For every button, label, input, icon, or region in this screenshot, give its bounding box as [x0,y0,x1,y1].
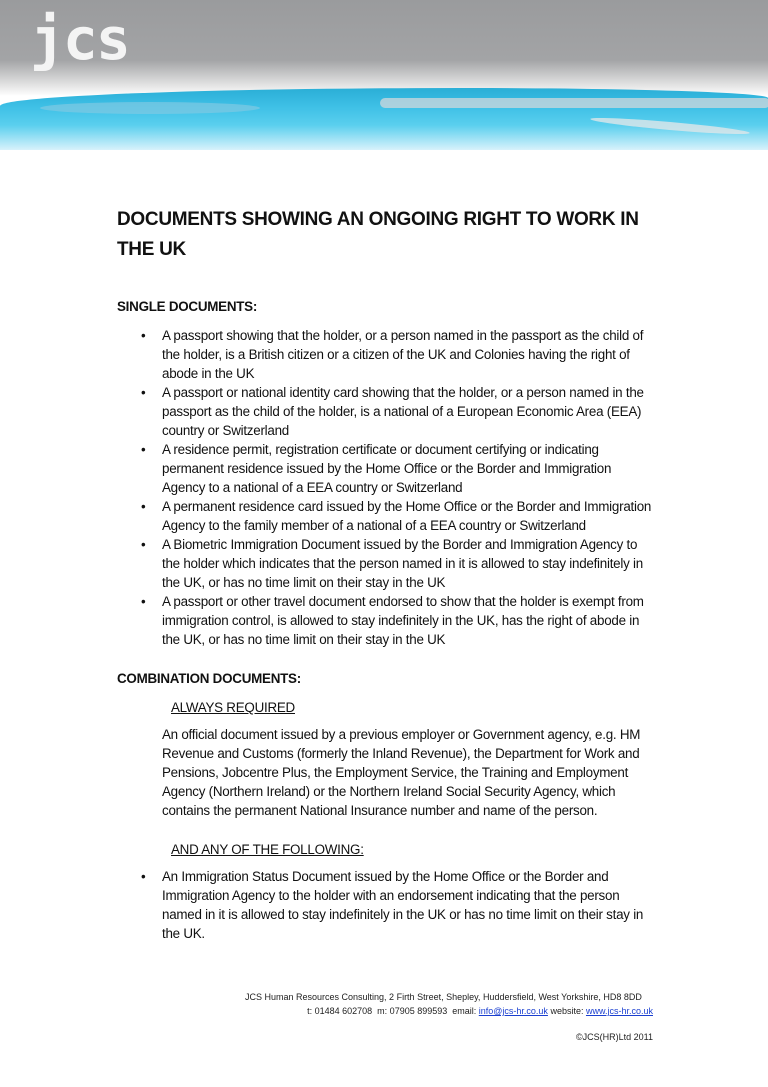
list-item: • A passport or other travel document endorsed to show that the holder is exempt from immigration control, is allowed to stay indefinitely in the UK, has the right of abode in the UK, or has no time limit on their stay in the UK [117,592,657,649]
combination-documents-heading: COMBINATION DOCUMENTS: [117,671,301,686]
list-item: • A passport or national identity card showing that the holder, or a person named in the passport as the child of the holder, is a national of a European Economic Area (EEA) country or Switzerland [117,383,657,440]
jcs-logo: jcs [30,5,129,73]
wave-highlight [40,102,260,114]
contact-phones: t: 01484 602708 m: 07905 899593 email: [307,1006,479,1016]
list-item: • A permanent residence card issued by the Home Office or the Border and Immigration Agency to the family member of a national of a EEA country or Switzerland [117,497,657,535]
wave-highlight [380,98,768,108]
always-required-text: An official document issued by a previous employer or Government agency, e.g. HM Revenue and Customs (formerly the Inland Revenue), the Department for Work and Pensions, Jobcentre Plus, the Employment Service, the Training and Employment Agency (Northern Ireland) or the Northern Ireland Social Security Agency, which contains the permanent National Insurance number and name of the person. [162,727,641,818]
document-body [117,205,657,943]
footer-contact [307,1004,653,1018]
always-required-label: ALWAYS REQUIRED [171,700,295,715]
list-item: • A Biometric Immigration Document issued by the Border and Immigration Agency to the holder which indicates that the person named in it is allowed to stay indefinitely in the UK, or has no time limit on their stay in the UK [117,535,657,592]
single-documents-list [117,326,657,649]
any-of-following-label: AND ANY OF THE FOLLOWING: [171,842,364,857]
footer-copyright: ©JCS(HR)Ltd 2011 [576,1032,653,1042]
header-banner [0,0,768,150]
list-item: • An Immigration Status Document issued by the Home Office or the Border and Immigration Agency to the holder with an endorsement indicating that the person named in it is allowed to stay indefinitely in the UK or has no time limit on their stay in the UK. [117,867,657,943]
footer-address: JCS Human Resources Consulting, 2 Firth Street, Shepley, Huddersfield, West Yorkshire, HD8 8DD [245,992,642,1002]
list-item: • A residence permit, registration certificate or document certifying or indicating permanent residence issued by the Home Office or the Border and Immigration Agency to a national of a EEA country or Switzerland [117,440,657,497]
combination-documents-list [117,867,657,943]
website-label: website: [547,1006,586,1016]
page-title: DOCUMENTS SHOWING AN ONGOING RIGHT TO WORK IN THE UK [117,209,639,260]
email-link[interactable]: info@jcs-hr.co.uk [478,1006,548,1016]
website-link[interactable]: www.jcs-hr.co.uk [585,1006,653,1016]
list-item: • A passport showing that the holder, or a person named in the passport as the child of the holder, is a British citizen or a citizen of the UK and Colonies having the right of abode in the UK [117,326,657,383]
single-documents-heading: SINGLE DOCUMENTS: [117,299,258,314]
